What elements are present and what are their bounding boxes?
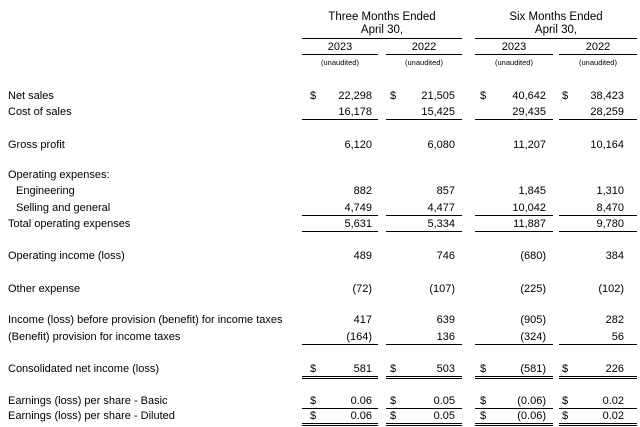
value-cell: (107) xyxy=(429,283,455,295)
value-cell: 639 xyxy=(436,314,455,326)
currency-symbol: $ xyxy=(310,90,317,102)
three-months-header-rule xyxy=(302,38,462,39)
three-months-header-line2: April 30, xyxy=(360,24,404,36)
value-cell: 4,477 xyxy=(427,202,455,214)
total-rule xyxy=(559,425,637,426)
value-cell: (324) xyxy=(520,331,546,343)
currency-symbol: $ xyxy=(390,395,397,407)
year-rule-1 xyxy=(302,54,378,55)
six-months-header-line1: Six Months Ended xyxy=(509,11,603,23)
row-label-other-expense: Other expense xyxy=(8,283,81,295)
total-rule xyxy=(302,231,378,232)
total-rule xyxy=(386,378,462,379)
currency-symbol: $ xyxy=(562,410,569,422)
value-cell: 5,631 xyxy=(344,218,372,230)
year-col-3: 2023 xyxy=(501,41,527,53)
row-label-engineering: Engineering xyxy=(16,185,75,197)
value-cell: 56 xyxy=(611,331,624,343)
year-col-4: 2022 xyxy=(585,41,611,53)
total-rule xyxy=(386,119,462,120)
value-cell: 0.05 xyxy=(433,395,455,407)
total-rule xyxy=(559,408,637,409)
value-cell: (0.06) xyxy=(517,395,546,407)
row-label-selling-and-general: Selling and general xyxy=(16,202,111,214)
value-cell: 0.06 xyxy=(350,410,372,422)
value-cell: (72) xyxy=(352,283,372,295)
row-label-net-sales: Net sales xyxy=(8,90,54,102)
total-rule xyxy=(475,344,553,345)
value-cell: 10,042 xyxy=(512,202,546,214)
value-cell: 282 xyxy=(605,314,624,326)
value-cell: 0.02 xyxy=(602,410,624,422)
row-label-operating-expenses: Operating expenses: xyxy=(8,169,110,181)
total-rule xyxy=(475,376,553,377)
value-cell: 6,120 xyxy=(344,139,372,151)
value-cell: (680) xyxy=(520,250,546,262)
value-cell: 8,470 xyxy=(596,202,624,214)
currency-symbol: $ xyxy=(390,90,397,102)
total-rule xyxy=(559,423,637,424)
value-cell: 10,164 xyxy=(590,139,624,151)
total-rule xyxy=(386,408,462,409)
year-rule-2 xyxy=(386,54,462,55)
value-cell: 1,845 xyxy=(518,185,546,197)
value-cell: 5,334 xyxy=(427,218,455,230)
unaudited-col-4: (unaudited) xyxy=(579,58,617,67)
value-cell: 746 xyxy=(436,250,455,262)
row-label-operating-income: Operating income (loss) xyxy=(8,250,125,262)
value-cell: (581) xyxy=(520,363,546,375)
total-rule xyxy=(302,378,378,379)
total-rule xyxy=(386,425,462,426)
value-cell: (102) xyxy=(598,283,624,295)
total-rule xyxy=(302,423,378,424)
value-cell: 21,505 xyxy=(421,90,455,102)
value-cell: 11,887 xyxy=(513,218,546,230)
total-rule xyxy=(386,423,462,424)
total-rule xyxy=(475,425,553,426)
value-cell: (905) xyxy=(520,314,546,326)
value-cell: 38,423 xyxy=(590,90,624,102)
total-rule xyxy=(302,344,378,345)
total-rule xyxy=(559,378,637,379)
currency-symbol: $ xyxy=(480,363,487,375)
total-rule xyxy=(386,344,462,345)
six-months-header-rule xyxy=(475,38,637,39)
currency-symbol: $ xyxy=(480,410,487,422)
row-label-income-before-taxes: Income (loss) before provision (benefit) for income taxes xyxy=(8,314,283,326)
row-label-income-taxes: (Benefit) provision for income taxes xyxy=(8,331,181,343)
total-rule xyxy=(559,215,637,216)
currency-symbol: $ xyxy=(562,395,569,407)
value-cell: 0.05 xyxy=(433,410,455,422)
total-rule xyxy=(475,119,553,120)
value-cell: 28,259 xyxy=(590,106,624,118)
total-rule xyxy=(475,378,553,379)
value-cell: (0.06) xyxy=(517,410,546,422)
value-cell: 417 xyxy=(353,314,372,326)
row-label-gross-profit: Gross profit xyxy=(8,139,65,151)
year-rule-4 xyxy=(559,54,637,55)
currency-symbol: $ xyxy=(310,410,317,422)
total-rule xyxy=(302,376,378,377)
value-cell: 6,080 xyxy=(427,139,455,151)
total-rule xyxy=(302,425,378,426)
value-cell: 503 xyxy=(436,363,455,375)
total-rule xyxy=(559,231,637,232)
row-label-cost-of-sales: Cost of sales xyxy=(8,106,72,118)
total-rule xyxy=(386,215,462,216)
value-cell: (164) xyxy=(346,331,372,343)
total-rule xyxy=(302,215,378,216)
currency-symbol: $ xyxy=(390,363,397,375)
year-col-1: 2023 xyxy=(327,41,353,53)
total-rule xyxy=(302,408,378,409)
value-cell: 15,425 xyxy=(421,106,455,118)
total-rule xyxy=(475,408,553,409)
total-rule xyxy=(475,231,553,232)
value-cell: 0.06 xyxy=(350,395,372,407)
value-cell: 0.02 xyxy=(602,395,624,407)
value-cell: 1,310 xyxy=(596,185,624,197)
unaudited-col-3: (unaudited) xyxy=(495,58,533,67)
value-cell: 882 xyxy=(353,185,372,197)
value-cell: 11,207 xyxy=(513,139,546,151)
total-rule xyxy=(386,376,462,377)
six-months-header-line2: April 30, xyxy=(534,24,578,36)
unaudited-col-1: (unaudited) xyxy=(321,58,359,67)
total-rule xyxy=(559,344,637,345)
total-rule xyxy=(475,423,553,424)
value-cell: 226 xyxy=(605,363,624,375)
total-rule xyxy=(302,119,378,120)
total-rule xyxy=(475,215,553,216)
currency-symbol: $ xyxy=(562,363,569,375)
total-rule xyxy=(559,376,637,377)
row-label-total-operating-expenses: Total operating expenses xyxy=(8,218,131,230)
value-cell: 22,298 xyxy=(338,90,372,102)
value-cell: 857 xyxy=(436,185,455,197)
value-cell: (225) xyxy=(520,283,546,295)
row-label-eps-diluted: Earnings (loss) per share - Diluted xyxy=(8,410,175,422)
currency-symbol: $ xyxy=(480,90,487,102)
currency-symbol: $ xyxy=(310,395,317,407)
value-cell: 581 xyxy=(353,363,372,375)
year-rule-3 xyxy=(475,54,553,55)
value-cell: 16,178 xyxy=(338,106,372,118)
value-cell: 29,435 xyxy=(512,106,546,118)
currency-symbol: $ xyxy=(390,410,397,422)
total-rule xyxy=(386,231,462,232)
row-label-eps-basic: Earnings (loss) per share - Basic xyxy=(8,395,168,407)
currency-symbol: $ xyxy=(480,395,487,407)
currency-symbol: $ xyxy=(562,90,569,102)
value-cell: 9,780 xyxy=(596,218,624,230)
row-label-net-income: Consolidated net income (loss) xyxy=(8,363,160,375)
total-rule xyxy=(559,119,637,120)
value-cell: 40,642 xyxy=(512,90,546,102)
unaudited-col-2: (unaudited) xyxy=(405,58,443,67)
value-cell: 384 xyxy=(605,250,624,262)
three-months-header-line1: Three Months Ended xyxy=(328,11,436,23)
year-col-2: 2022 xyxy=(411,41,437,53)
value-cell: 489 xyxy=(353,250,372,262)
value-cell: 4,749 xyxy=(344,202,372,214)
currency-symbol: $ xyxy=(310,363,317,375)
value-cell: 136 xyxy=(436,331,455,343)
